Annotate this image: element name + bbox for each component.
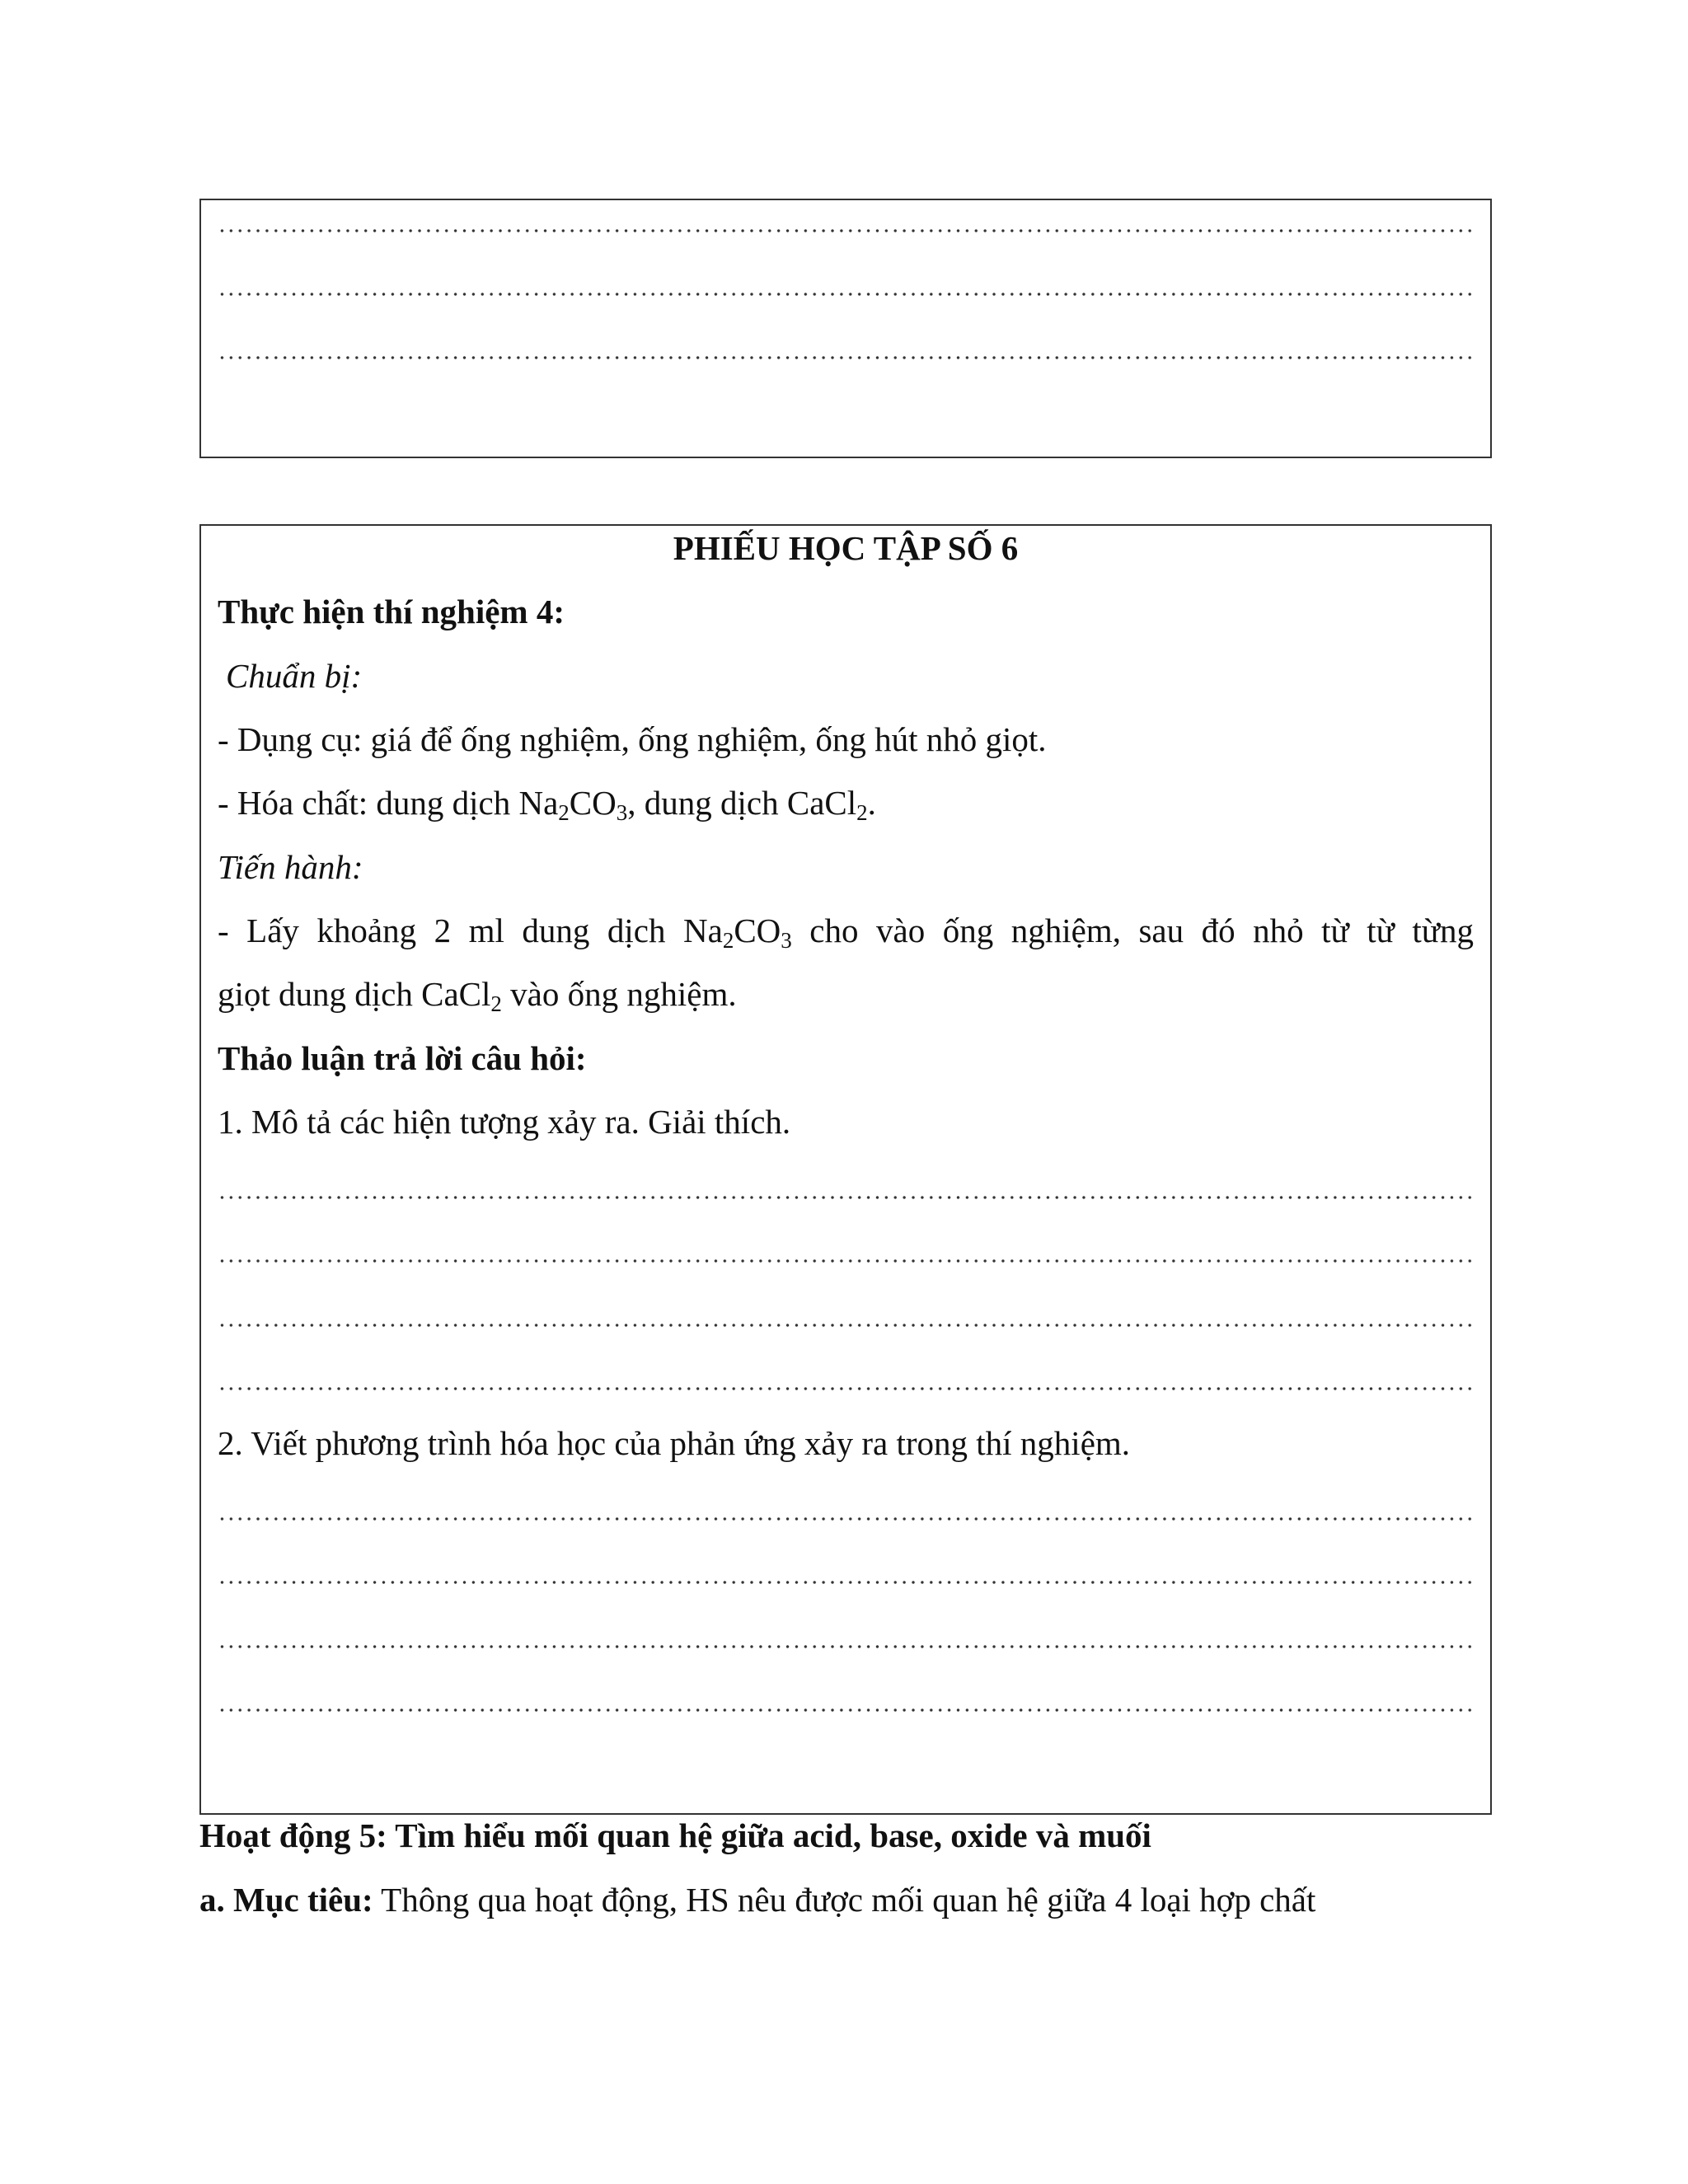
answer-line[interactable] [218,229,1474,232]
worksheet-title: PHIẾU HỌC TẬP SỐ 6 [673,529,1019,567]
answer-line[interactable] [218,1324,1474,1327]
tools-text: - Dụng cụ: giá để ống nghiệm, ống nghiệm, ống hút nhỏ giọt. [218,720,1047,758]
chemicals-text: - Hóa chất: dung dịch $Na_2CO_3$, dung dịch CaCl$_2$. [218,784,876,825]
answer-line[interactable] [218,293,1474,296]
answer-box-previous [199,199,1492,458]
procedure-label: Tiến hành: [218,848,363,886]
discussion-heading: Thảo luận trả lời câu hỏi: [218,1039,587,1077]
worksheet-box [199,524,1492,1815]
prepare-label: Chuẩn bị: [226,657,363,695]
question-2: 2. Viết phương trình hóa học của phản ứng xảy ra trong thí nghiệm. [218,1424,1131,1462]
activity-heading: Hoạt động 5: Tìm hiểu mối quan hệ giữa acid, base, oxide và muối [199,1816,1151,1854]
question-1: 1. Mô tả các hiện tượng xảy ra. Giải thích. [218,1103,791,1141]
procedure-line-1: - Lấy khoảng 2 ml dung dịch $Na_2CO_3$ cho vào ống nghiệm, sau đó nhỏ từ từ từng [218,912,1474,953]
answer-line[interactable] [218,1387,1474,1390]
answer-line[interactable] [218,1259,1474,1263]
answer-line[interactable] [218,1517,1474,1521]
objective-line: a. Mục tiêu: Thông qua hoạt động, HS nêu được mối quan hệ giữa 4 loại hợp chất [199,1881,1316,1919]
answer-line[interactable] [218,1196,1474,1199]
answer-line[interactable] [218,1645,1474,1648]
experiment-heading: Thực hiện thí nghiệm 4: [218,593,565,630]
answer-line[interactable] [218,356,1474,359]
answer-line[interactable] [218,1581,1474,1584]
answer-line[interactable] [218,1708,1474,1712]
procedure-line-2: giọt dung dịch CaCl$_2$ vào ống nghiệm. [218,975,737,1016]
